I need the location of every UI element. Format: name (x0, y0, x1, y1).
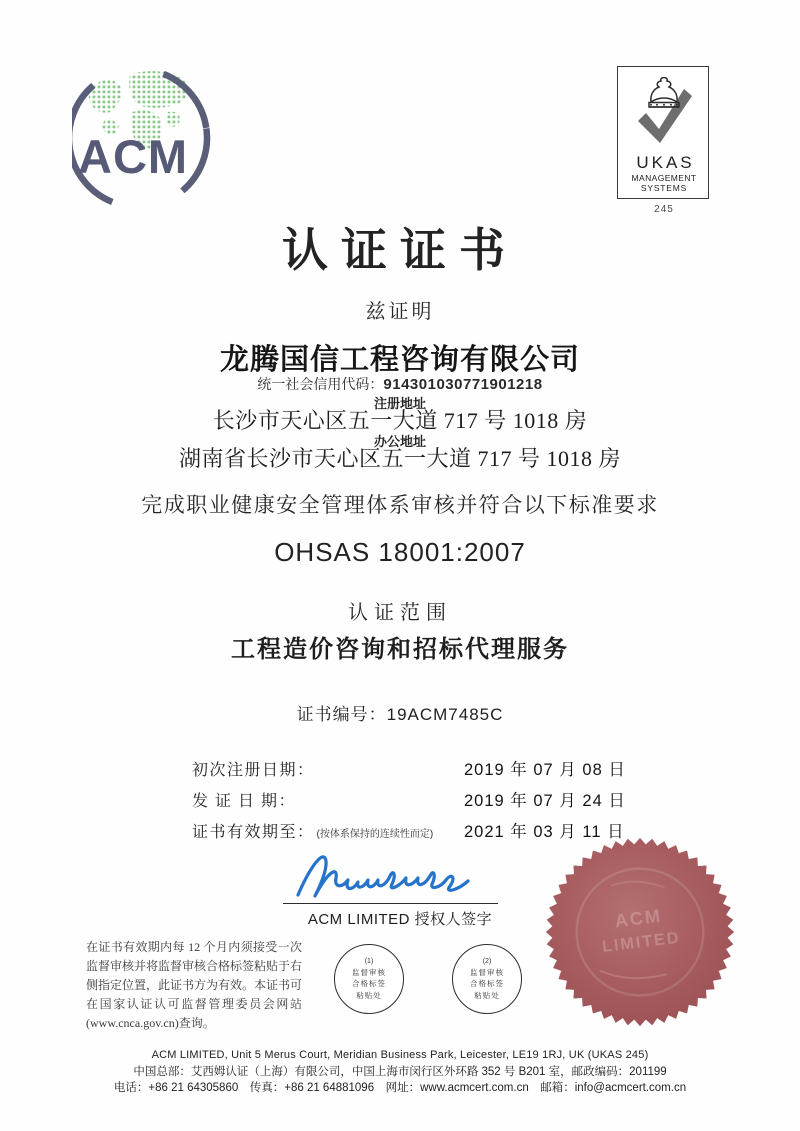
certificate-number: 证书编号：19ACM7485C (296, 705, 504, 724)
footer-address-en: ACM LIMITED, Unit 5 Merus Court, Meridian Business Park, Leicester, LE19 1RJ, UK (UKAS 245) (151, 1049, 649, 1061)
certificate-title: 认证证书 (282, 225, 518, 276)
date-value: 2019 年 07 月 24 日 (464, 792, 626, 810)
expiry-note: (按体系保持的连续性而定) (316, 829, 434, 840)
date-label: 发 证 日 期： (192, 793, 297, 810)
svg-text:LIMITED: LIMITED (601, 928, 682, 957)
footer-contact: 电话：+86 21 64305860 传真：+86 21 64881096 网址：www.acmcert.com.cn 邮箱：info@acmcert.com.cn (113, 1081, 687, 1094)
certify-line: 兹证明 (365, 301, 435, 323)
registered-address: 长沙市天心区五一大道 717 号 1018 房 (212, 408, 588, 433)
date-row-issue (192, 787, 632, 811)
date-row-initial-registration (192, 756, 632, 780)
credit-code-value: 914301030771901218 (383, 376, 543, 393)
office-address-label: 办公地址 (373, 434, 426, 449)
validity-note: 在证书有效期内每 12 个月内须接受一次监督审核并将监督审核合格标签粘贴于右侧指定位置，此证书方为有效。本证书可在国家认证认可监督管理委员会网站(www.cnca.gov.cn)查询。 (86, 940, 303, 1030)
ukas-name: UKAS (636, 153, 695, 172)
date-value: 2021 年 03 月 11 日 (464, 823, 625, 841)
scope-label: 认证范围 (348, 602, 452, 624)
date-value: 2019 年 07 月 08 日 (464, 761, 626, 779)
credit-code-line (0, 374, 800, 394)
audit-statement: 完成职业健康安全管理体系审核并符合以下标准要求 (141, 494, 659, 517)
acm-logo-text: ACM (78, 130, 189, 183)
signature-line (283, 903, 498, 904)
ukas-box (617, 66, 709, 199)
ukas-management-label: MANAGEMENT (631, 173, 697, 183)
globe-icon (72, 60, 282, 218)
registered-address-label: 注册地址 (373, 396, 426, 411)
footer-address-cn: 中国总部：艾西姆认证（上海）有限公司，中国上海市闵行区外环路 352 号 B201 室，邮政编码：201199 (133, 1065, 667, 1078)
date-label: 证书有效期至： (192, 824, 315, 841)
date-label: 初次注册日期： (192, 762, 315, 779)
acm-logo (72, 60, 282, 218)
office-address: 湖南省长沙市天心区五一大道 717 号 1018 房 (178, 446, 621, 471)
surveillance-sticker-circle-2: (2) 监督审核 合格标签 粘贴处 (452, 944, 522, 1014)
ukas-logo (617, 66, 711, 215)
credit-code-label: 统一社会信用代码： (257, 378, 384, 393)
signature-label: ACM LIMITED 授权人签字 (307, 911, 493, 928)
surveillance-sticker-circle-1: (1) 监督审核 合格标签 粘贴处 (334, 944, 404, 1014)
scope-text: 工程造价咨询和招标代理服务 (231, 636, 569, 663)
footer (0, 1048, 800, 1096)
standard-name: OHSAS 18001:2007 (274, 537, 526, 567)
ukas-systems-label: SYSTEMS (640, 183, 688, 193)
company-name: 龙腾国信工程咨询有限公司 (219, 344, 580, 376)
signature-image (292, 845, 477, 903)
ukas-number: 245 (654, 204, 674, 215)
svg-text:ACM: ACM (613, 904, 664, 932)
red-seal-image (544, 836, 736, 1028)
crown-checkmark-icon (618, 77, 710, 149)
